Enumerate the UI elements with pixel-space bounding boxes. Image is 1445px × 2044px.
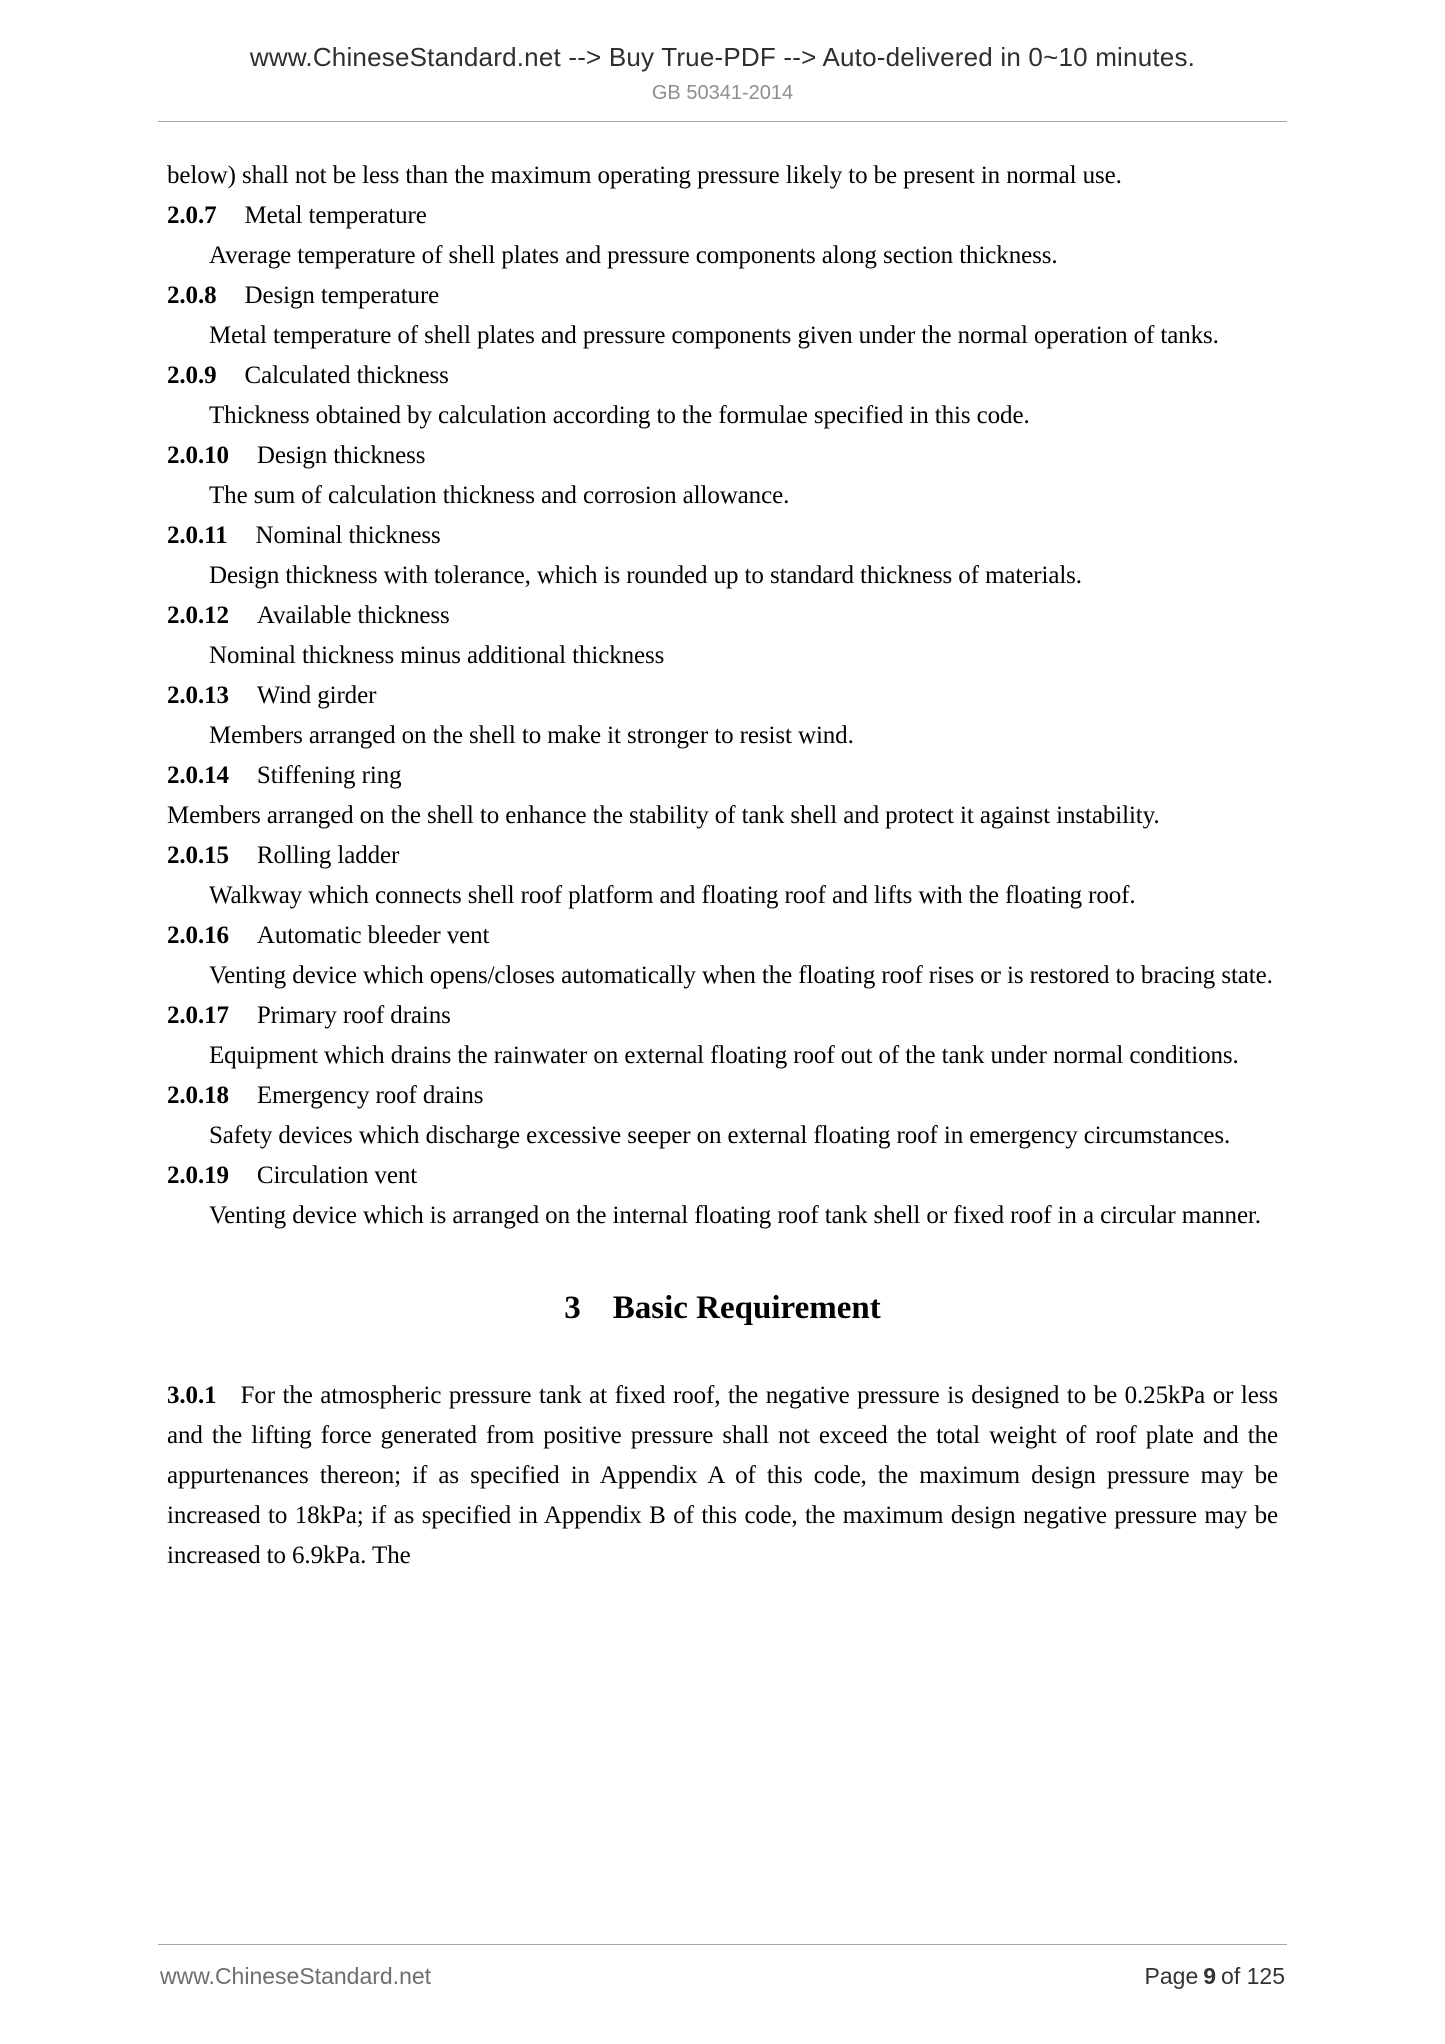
term-entry-2-0-7 (167, 196, 1278, 276)
term-heading (167, 596, 1278, 636)
term-name: Rolling ladder (256, 842, 400, 869)
section-heading (167, 1286, 1278, 1330)
term-definition: Members arranged on the shell to make it stronger to resist wind. (209, 722, 854, 749)
page-footer (0, 1944, 1445, 1990)
term-number: 2.0.16 (167, 922, 229, 949)
term-entry-2-0-11 (167, 516, 1278, 596)
term-heading (167, 916, 1278, 956)
term-definition: Venting device which is arranged on the internal floating roof tank shell or fixed roof in a circular manner. (209, 1202, 1261, 1229)
term-heading (167, 196, 1278, 236)
term-name: Design thickness (256, 442, 426, 469)
term-number: 2.0.7 (167, 202, 217, 229)
term-name: Stiffening ring (256, 762, 402, 789)
term-definition: Average temperature of shell plates and pressure components along section thickness. (209, 242, 1058, 269)
page-number: 9 (1203, 1963, 1217, 1989)
term-entry-2-0-19 (167, 1156, 1278, 1236)
term-number: 2.0.17 (167, 1002, 229, 1029)
term-definition: The sum of calculation thickness and corrosion allowance. (209, 482, 790, 509)
term-heading (167, 996, 1278, 1036)
term-name: Automatic bleeder vent (256, 922, 490, 949)
term-name: Wind girder (256, 682, 377, 709)
term-number: 2.0.13 (167, 682, 229, 709)
page-indicator (1145, 1963, 1285, 1990)
term-definition: Walkway which connects shell roof platform and floating roof and lifts with the floating roof. (209, 882, 1136, 909)
document-body (167, 156, 1278, 1576)
footer-divider (158, 1944, 1287, 1945)
term-number: 2.0.15 (167, 842, 229, 869)
term-heading (167, 276, 1278, 316)
term-name: Design temperature (244, 282, 440, 309)
term-heading (167, 756, 1278, 796)
term-entry-2-0-17 (167, 996, 1278, 1076)
clause-number: 3.0.1 (167, 1382, 217, 1409)
term-number: 2.0.14 (167, 762, 229, 789)
term-number: 2.0.12 (167, 602, 229, 629)
term-definition: Metal temperature of shell plates and pressure components given under the normal operation of tanks. (209, 322, 1219, 349)
section-title: Basic Requirement (612, 1290, 881, 1326)
term-heading (167, 676, 1278, 716)
term-number: 2.0.10 (167, 442, 229, 469)
header-doc-number: GB 50341-2014 (651, 82, 794, 104)
term-heading (167, 836, 1278, 876)
term-entry-2-0-14 (167, 756, 1278, 836)
term-name: Calculated thickness (244, 362, 449, 389)
term-definition: Members arranged on the shell to enhance the stability of tank shell and protect it against instability. (167, 802, 1160, 829)
term-entry-2-0-10 (167, 436, 1278, 516)
term-name: Nominal thickness (255, 522, 441, 549)
term-heading (167, 356, 1278, 396)
term-heading (167, 1076, 1278, 1116)
paragraph-continuation: below) shall not be less than the maximum operating pressure likely to be present in normal use. (167, 162, 1122, 189)
term-definition: Thickness obtained by calculation according to the formulae specified in this code. (209, 402, 1030, 429)
term-heading (167, 1156, 1278, 1196)
term-name: Primary roof drains (256, 1002, 451, 1029)
term-entry-2-0-12 (167, 596, 1278, 676)
term-number: 2.0.9 (167, 362, 217, 389)
term-name: Emergency roof drains (256, 1082, 484, 1109)
term-entry-2-0-13 (167, 676, 1278, 756)
term-definition: Nominal thickness minus additional thickness (209, 642, 665, 669)
header-divider (158, 121, 1287, 122)
term-name: Available thickness (256, 602, 450, 629)
clause-text: For the atmospheric pressure tank at fixed roof, the negative pressure is designed to be 0.25kPa or less and the lifting force generated from positive pressure shall not exceed the total weight of roof plate and the appurtenances thereon; if as specified in Appendix A of this code, the maximum design pressure may be increased to 18kPa; if as specified in Appendix B of this code, the maximum design negative pressure may be increased to 6.9kPa. The (167, 1382, 1278, 1569)
term-definition: Equipment which drains the rainwater on external floating roof out of the tank under normal conditions. (209, 1042, 1239, 1069)
term-definition: Safety devices which discharge excessive seeper on external floating roof in emergency circumstances. (209, 1122, 1231, 1149)
term-entry-2-0-18 (167, 1076, 1278, 1156)
term-heading (167, 516, 1278, 556)
term-heading (167, 436, 1278, 476)
term-number: 2.0.18 (167, 1082, 229, 1109)
page-header (0, 0, 1445, 105)
term-entry-2-0-9 (167, 356, 1278, 436)
term-number: 2.0.8 (167, 282, 217, 309)
term-name: Circulation vent (256, 1162, 418, 1189)
header-promo-text: www.ChineseStandard.net --> Buy True-PDF --> Auto-delivered in 0~10 minutes. (249, 42, 1196, 72)
footer-row (160, 1963, 1285, 1990)
section-number: 3 (564, 1290, 581, 1326)
term-definition: Design thickness with tolerance, which is rounded up to standard thickness of materials. (209, 562, 1082, 589)
term-number: 2.0.19 (167, 1162, 229, 1189)
term-entry-2-0-16 (167, 916, 1278, 996)
term-entry-2-0-15 (167, 836, 1278, 916)
term-name: Metal temperature (244, 202, 427, 229)
footer-site-link[interactable]: www.ChineseStandard.net (160, 1963, 432, 1989)
term-number: 2.0.11 (167, 522, 228, 549)
term-entry-2-0-8 (167, 276, 1278, 356)
page-word: Page (1144, 1963, 1199, 1989)
term-definition: Venting device which opens/closes automatically when the floating roof rises or is restored to bracing state. (209, 962, 1273, 989)
clause-3-0-1 (167, 1376, 1278, 1576)
page-total: of 125 (1221, 1963, 1285, 1989)
